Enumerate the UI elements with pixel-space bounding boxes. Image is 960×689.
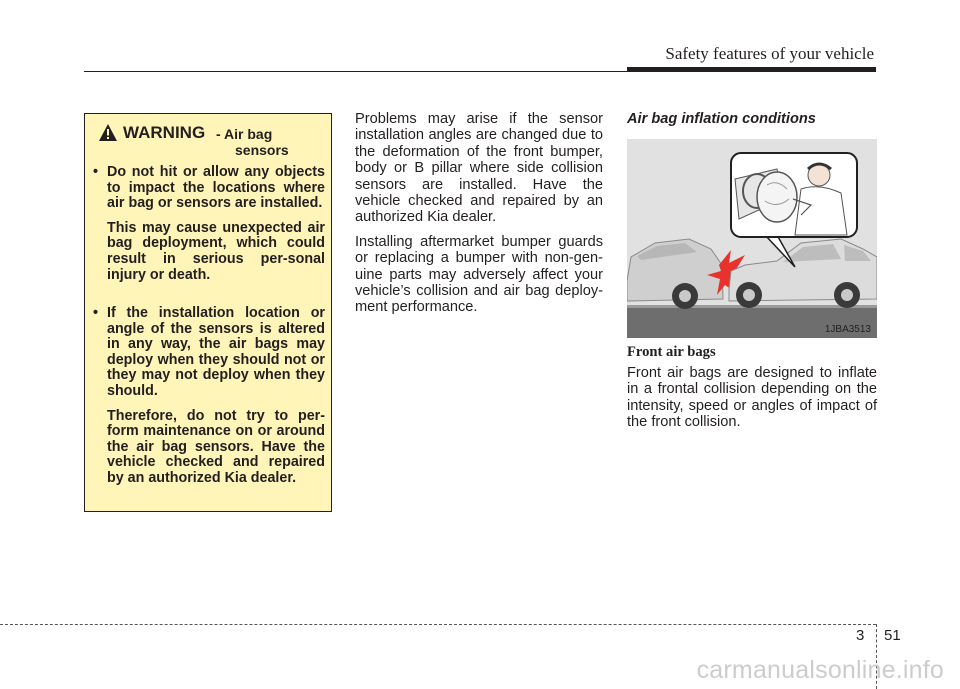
warning-triangle-icon xyxy=(99,124,117,141)
body-paragraph: Problems may arise if the sensor installation angles are changed due to the deformation of the front bumper, body or B pillar where side collision sensors are installed. Have the vehicle checked and repaired by an authorized Kia dealer. xyxy=(355,111,603,226)
bullet-dot: • xyxy=(93,164,99,180)
section-title: Safety features of your vehicle xyxy=(665,44,874,63)
chapter-number: 3 xyxy=(856,627,865,644)
warning-box xyxy=(84,113,332,512)
bullet-dot: • xyxy=(93,305,99,321)
warning-paragraph: Therefore, do not try to per-form maintenance on or around the air bag sensors. Have the vehicle checked and repaired by an authorized Kia dealer. xyxy=(107,407,325,486)
header-rule-accent xyxy=(627,67,876,72)
warning-topic-line1: - Air bag xyxy=(216,126,273,142)
warning-bullet xyxy=(93,306,325,487)
warning-bullet xyxy=(93,165,325,283)
body-column-middle xyxy=(355,111,603,324)
warning-topic xyxy=(216,126,316,158)
subsection-heading: Front air bags xyxy=(627,344,716,360)
body-paragraph: Installing aftermarket bumper guards or replacing a bumper with non-gen-uine parts may adversely affect your vehicle’s collision and air bag deploy-ment performance. xyxy=(355,233,603,316)
warning-paragraph: If the installation location or angle of the sensors is altered in any way, the air bags may deploy when they should not or they may not deploy when they should. xyxy=(107,305,325,399)
warning-paragraph: This may cause unexpected air bag deployment, which could result in serious per-sonal injury or death. xyxy=(107,219,325,283)
warning-paragraph: Do not hit or allow any objects to impact the locations where air bag or sensors are installed. xyxy=(107,164,325,212)
body-paragraph: Front air bags are designed to inflate in a frontal collision depending on the intensity, speed or angles of impact of the front collision. xyxy=(627,365,877,431)
warning-label: WARNING xyxy=(123,123,206,142)
section-heading: Air bag inflation conditions xyxy=(627,111,816,127)
warning-topic-line2: sensors xyxy=(235,142,289,158)
collision-illustration xyxy=(627,139,877,338)
page-number: 51 xyxy=(884,627,901,644)
figure-code: 1JBA3513 xyxy=(824,324,871,335)
watermark: carmanualsonline.info xyxy=(696,656,944,684)
footer-rule xyxy=(0,624,876,625)
